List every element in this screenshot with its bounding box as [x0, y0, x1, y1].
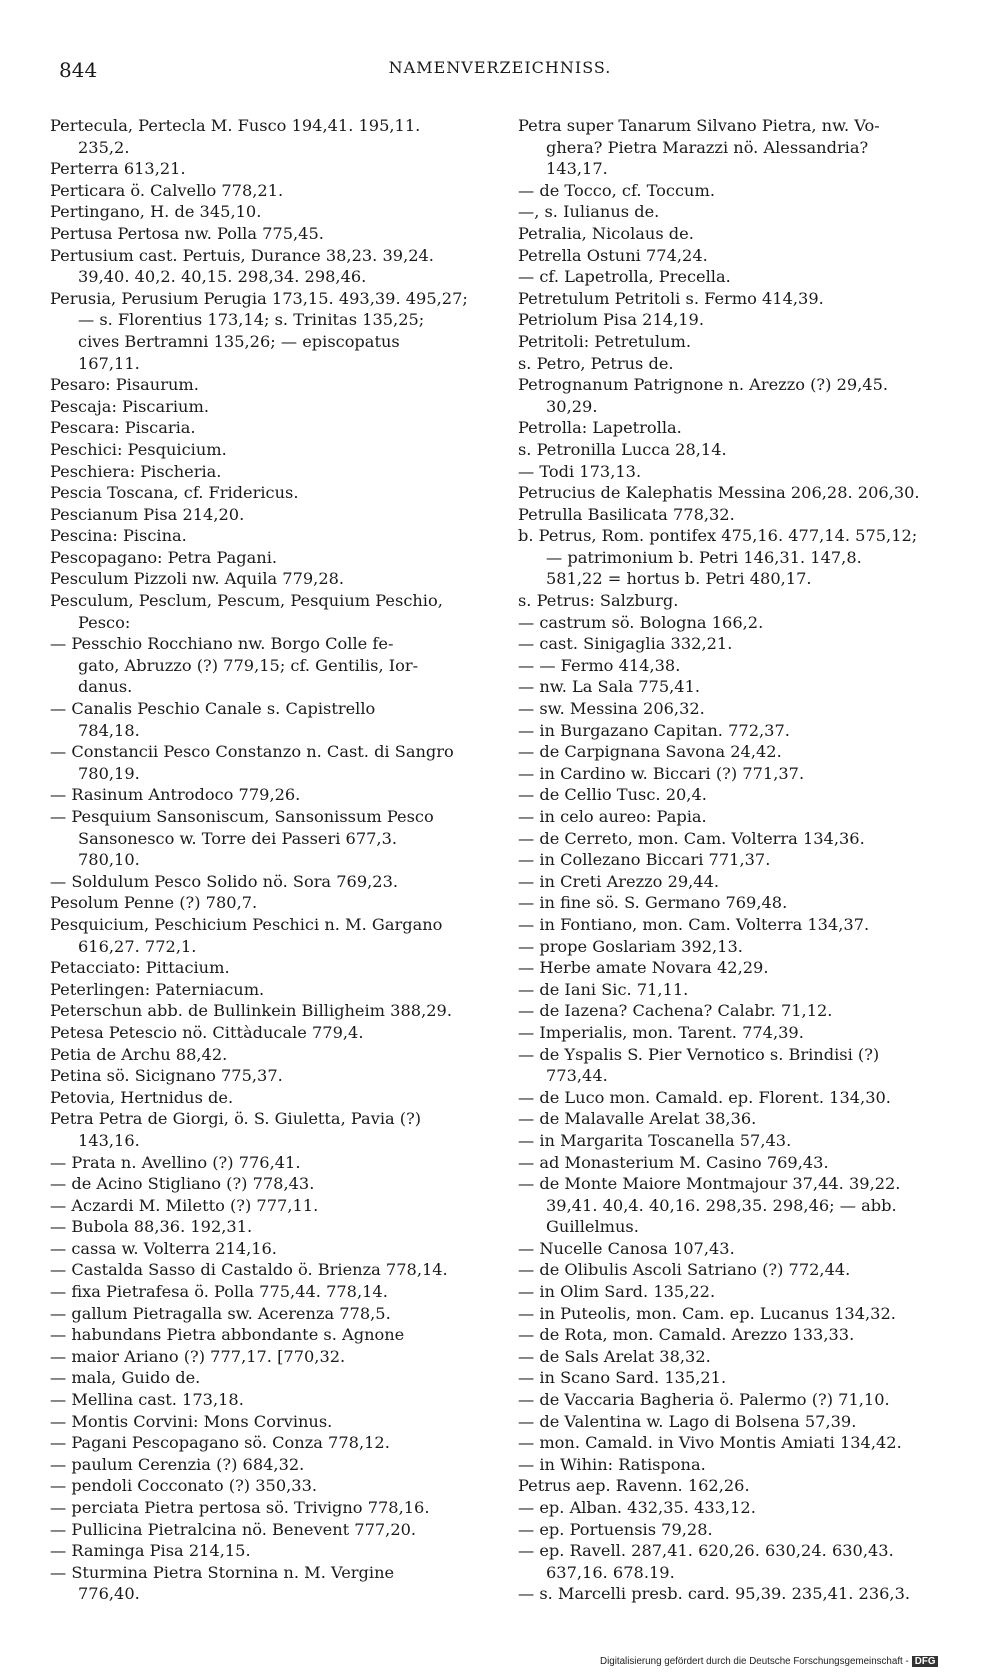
index-entry: Guillelmus. — [546, 1217, 639, 1237]
index-entry: — Aczardi M. Miletto (?) 777,11. — [50, 1195, 319, 1215]
index-entry: Petina sö. Sicignano 775,37. — [50, 1066, 283, 1086]
index-entry: Petralia, Nicolaus de. — [518, 223, 694, 243]
index-entry: Petrus aep. Ravenn. 162,26. — [518, 1476, 750, 1496]
index-entry: — in Burgazano Capitan. 772,37. — [518, 720, 790, 740]
index-entry: Pesculum, Pesclum, Pescum, Pesquium Peschio, — [50, 591, 443, 611]
index-entry: — gallum Pietragalla sw. Acerenza 778,5. — [50, 1303, 391, 1323]
index-entry: Petrolla: Lapetrolla. — [518, 418, 682, 438]
index-entry: — cast. Sinigaglia 332,21. — [518, 634, 733, 654]
index-entry: — nw. La Sala 775,41. — [518, 677, 701, 697]
index-entry: — Canalis Peschio Canale s. Capistrello — [50, 699, 376, 719]
index-entry: — Nucelle Canosa 107,43. — [518, 1238, 735, 1258]
index-entry: — in Fontiano, mon. Cam. Volterra 134,37. — [518, 914, 870, 934]
page-header — [55, 58, 945, 88]
index-entry: Pescia Toscana, cf. Fridericus. — [50, 483, 299, 503]
index-entry: 143,17. — [546, 159, 608, 179]
index-entry: 39,41. 40,4. 40,16. 298,35. 298,46; — abb. — [546, 1195, 897, 1215]
index-entry: — ep. Ravell. 287,41. 620,26. 630,24. 630,43. — [518, 1541, 894, 1561]
index-entry: — in celo aureo: Papia. — [518, 807, 707, 826]
index-entry: 39,40. 40,2. 40,15. 298,34. 298,46. — [78, 267, 367, 287]
index-entry: — Pesschio Rocchiano nw. Borgo Colle fe- — [50, 634, 394, 654]
index-entry: — de Cerreto, mon. Cam. Volterra 134,36. — [518, 828, 865, 848]
index-entry: — Pesquium Sansoniscum, Sansonissum Pesco — [50, 807, 434, 826]
index-entry: Perticara ö. Calvello 778,21. — [50, 180, 284, 200]
index-entry: — Soldulum Pesco Solido nö. Sora 769,23. — [50, 871, 399, 891]
index-entry: — Todi 173,13. — [518, 461, 642, 481]
index-entry: — prope Goslariam 392,13. — [518, 936, 743, 956]
index-entry: Petra super Tanarum Silvano Pietra, nw. Vo- — [518, 116, 880, 135]
index-entry: — habundans Pietra abbondante s. Agnone — [50, 1325, 405, 1345]
index-entry: Peterlingen: Paterniacum. — [50, 979, 265, 999]
index-entry: — de Tocco, cf. Toccum. — [518, 180, 715, 200]
index-entry: s. Petronilla Lucca 28,14. — [518, 439, 727, 459]
index-entry: 776,40. — [78, 1584, 140, 1604]
index-entry: 235,2. — [78, 137, 130, 157]
right-column — [518, 115, 958, 1605]
index-entry: — mala, Guido de. — [50, 1368, 201, 1388]
index-entry: — de Vaccaria Bagheria ö. Palermo (?) 71,10. — [518, 1390, 890, 1410]
index-entry: 143,16. — [78, 1130, 140, 1150]
index-entry: — in Wihin: Ratispona. — [518, 1454, 706, 1474]
index-entry: — — Fermo 414,38. — [518, 655, 681, 675]
dfg-logo: DFG — [912, 1656, 939, 1667]
index-entry: Petia de Archu 88,42. — [50, 1044, 228, 1064]
index-entry: —, s. Iulianus de. — [518, 202, 660, 222]
index-entry: ghera? Pietra Marazzi nö. Alessandria? — [546, 137, 869, 157]
index-entry: — de Sals Arelat 38,32. — [518, 1346, 711, 1366]
index-entry: — Imperialis, mon. Tarent. 774,39. — [518, 1022, 804, 1042]
index-entry: — de Carpignana Savona 24,42. — [518, 742, 782, 762]
index-entry: — ad Monasterium M. Casino 769,43. — [518, 1152, 829, 1172]
index-entry: — de Olibulis Ascoli Satriano (?) 772,44. — [518, 1260, 851, 1280]
index-entry: — Mellina cast. 173,18. — [50, 1390, 244, 1410]
index-entry: 616,27. 772,1. — [78, 936, 197, 956]
footer-credit — [600, 1656, 938, 1667]
footer-text: Digitalisierung gefördert durch die Deutsche Forschungsgemeinschaft - — [600, 1656, 909, 1667]
index-entry: Petrucius de Kalephatis Messina 206,28. 206,30. — [518, 483, 920, 503]
index-entry: Pertusa Pertosa nw. Polla 775,45. — [50, 223, 324, 243]
index-entry: — maior Ariano (?) 777,17. [770,32. — [50, 1346, 346, 1366]
index-entry: — s. Florentius 173,14; s. Trinitas 135,25; — [78, 310, 425, 330]
index-entry: Pesaro: Pisaurum. — [50, 375, 199, 395]
index-entry: — Castalda Sasso di Castaldo ö. Brienza 778,14. — [50, 1260, 448, 1280]
index-entry: — paulum Cerenzia (?) 684,32. — [50, 1454, 305, 1474]
index-entry: 780,19. — [78, 763, 140, 783]
index-entry: Petovia, Hertnidus de. — [50, 1087, 234, 1107]
index-entry: — castrum sö. Bologna 166,2. — [518, 612, 764, 632]
index-entry: — ep. Portuensis 79,28. — [518, 1519, 713, 1539]
index-entry: — Constancii Pesco Constanzo n. Cast. di Sangro — [50, 742, 454, 762]
index-entry: 773,44. — [546, 1066, 608, 1086]
index-entry: — Rasinum Antrodoco 779,26. — [50, 785, 301, 805]
index-entry: — perciata Pietra pertosa sö. Trivigno 778,16. — [50, 1498, 430, 1517]
index-entry: Petrella Ostuni 774,24. — [518, 245, 708, 265]
index-entry: Pertingano, H. de 345,10. — [50, 202, 262, 222]
index-entry: s. Petrus: Salzburg. — [518, 591, 679, 611]
index-entry: — de Malavalle Arelat 38,36. — [518, 1109, 757, 1129]
index-entry: danus. — [78, 677, 133, 697]
index-entry: — Pullicina Pietralcina nö. Benevent 777,20. — [50, 1519, 417, 1539]
index-entry: 167,11. — [78, 353, 140, 373]
index-entry: Petrulla Basilicata 778,32. — [518, 504, 735, 524]
index-entry: Pescina: Piscina. — [50, 526, 187, 546]
index-entry: — in Cardino w. Biccari (?) 771,37. — [518, 763, 805, 783]
index-entry: — s. Marcelli presb. card. 95,39. 235,41. 236,3. — [518, 1584, 911, 1604]
index-entry: Peschiera: Pischeria. — [50, 461, 222, 481]
index-entry: — cassa w. Volterra 214,16. — [50, 1238, 277, 1258]
page-title: NAMENVERZEICHNISS. — [388, 58, 612, 77]
index-entry: — Herbe amate Novara 42,29. — [518, 958, 769, 978]
index-entry: — in Collezano Biccari 771,37. — [518, 850, 771, 870]
index-entry: — sw. Messina 206,32. — [518, 699, 705, 719]
index-entry: — in Margarita Toscanella 57,43. — [518, 1130, 792, 1150]
index-entry: — Sturmina Pietra Stornina n. M. Vergine — [50, 1562, 395, 1582]
index-entry: — fixa Pietrafesa ö. Polla 775,44. 778,14. — [50, 1282, 388, 1302]
index-entry: Pesquicium, Peschicium Peschici n. M. Gargano — [50, 914, 443, 934]
index-entry: — in Scano Sard. 135,21. — [518, 1368, 727, 1388]
index-entry: — in Puteolis, mon. Cam. ep. Lucanus 134,32. — [518, 1303, 896, 1323]
index-entry: cives Bertramni 135,26; — episcopatus — [78, 331, 400, 351]
index-entry: 784,18. — [78, 720, 140, 740]
index-entry: 30,29. — [546, 396, 598, 416]
index-entry: — in Olim Sard. 135,22. — [518, 1282, 716, 1302]
index-entry: b. Petrus, Rom. pontifex 475,16. 477,14. 575,12; — [518, 526, 918, 546]
index-entry: — de Cellio Tusc. 20,4. — [518, 785, 707, 805]
index-entry: — Pagani Pescopagano sö. Conza 778,12. — [50, 1433, 390, 1453]
index-entry: Pertusium cast. Pertuis, Durance 38,23. 39,24. — [50, 245, 434, 265]
left-column — [50, 115, 490, 1605]
index-entry: — Montis Corvini: Mons Corvinus. — [50, 1411, 333, 1431]
index-entry: Petritoli: Petretulum. — [518, 331, 691, 351]
index-entry: — de Yspalis S. Pier Vernotico s. Brindisi (?) — [518, 1044, 880, 1064]
index-entry: Pescopagano: Petra Pagani. — [50, 547, 278, 567]
index-entry: Sansonesco w. Torre dei Passeri 677,3. — [78, 828, 398, 848]
index-entry: 637,16. 678.19. — [546, 1562, 675, 1582]
index-entry: — de Acino Stigliano (?) 778,43. — [50, 1174, 315, 1194]
index-entry: Perterra 613,21. — [50, 159, 186, 179]
index-entry: Petriolum Pisa 214,19. — [518, 310, 704, 330]
index-entry: — de Valentina w. Lago di Bolsena 57,39. — [518, 1411, 857, 1431]
index-entry: gato, Abruzzo (?) 779,15; cf. Gentilis, Ior- — [78, 655, 419, 675]
index-entry: Pesolum Penne (?) 780,7. — [50, 893, 258, 913]
index-entry: — ep. Alban. 432,35. 433,12. — [518, 1498, 756, 1517]
page-number: 844 — [59, 58, 98, 82]
index-entry: — Raminga Pisa 214,15. — [50, 1541, 251, 1561]
index-entry: — patrimonium b. Petri 146,31. 147,8. — [546, 547, 862, 567]
index-entry: Perusia, Perusium Perugia 173,15. 493,39. 495,27; — [50, 288, 468, 308]
index-entry: — Prata n. Avellino (?) 776,41. — [50, 1152, 301, 1172]
index-entry: — Bubola 88,36. 192,31. — [50, 1217, 253, 1237]
index-entry: Pertecula, Pertecla M. Fusco 194,41. 195,11. — [50, 116, 421, 135]
index-entry: Pesco: — [78, 612, 131, 632]
index-entry: — mon. Camald. in Vivo Montis Amiati 134,42. — [518, 1433, 902, 1453]
index-entry: Petretulum Petritoli s. Fermo 414,39. — [518, 288, 824, 308]
index-entry: Petrognanum Patrignone n. Arezzo (?) 29,45. — [518, 375, 889, 395]
index-entry: Pescaja: Piscarium. — [50, 396, 209, 416]
index-entry: Petacciato: Pittacium. — [50, 958, 230, 978]
index-entry: Petra Petra de Giorgi, ö. S. Giuletta, Pavia (?) — [50, 1109, 422, 1129]
index-entry: Peterschun abb. de Bullinkein Billigheim 388,29. — [50, 1001, 452, 1021]
index-entry: 581,22 = hortus b. Petri 480,17. — [546, 569, 812, 589]
index-entry: Pesculum Pizzoli nw. Aquila 779,28. — [50, 569, 345, 589]
index-entry: Pescara: Piscaria. — [50, 418, 196, 438]
index-entry: 780,10. — [78, 850, 140, 870]
index-entry: s. Petro, Petrus de. — [518, 353, 674, 373]
index-entry: Peschici: Pesquicium. — [50, 439, 227, 459]
index-entry: — pendoli Cocconato (?) 350,33. — [50, 1476, 318, 1496]
index-entry: — de Iazena? Cachena? Calabr. 71,12. — [518, 1001, 833, 1021]
index-entry: — de Iani Sic. 71,11. — [518, 979, 689, 999]
index-entry: Petesa Petescio nö. Cittàducale 779,4. — [50, 1022, 364, 1042]
index-entry: — de Monte Maiore Montmajour 37,44. 39,22. — [518, 1174, 901, 1194]
index-entry: Pescianum Pisa 214,20. — [50, 504, 245, 524]
index-entry: — de Luco mon. Camald. ep. Florent. 134,30. — [518, 1087, 891, 1107]
index-entry: — de Rota, mon. Camald. Arezzo 133,33. — [518, 1325, 855, 1345]
index-entry: — in Creti Arezzo 29,44. — [518, 871, 720, 891]
index-entry: — cf. Lapetrolla, Precella. — [518, 267, 731, 287]
index-entry: — in fine sö. S. Germano 769,48. — [518, 893, 788, 913]
